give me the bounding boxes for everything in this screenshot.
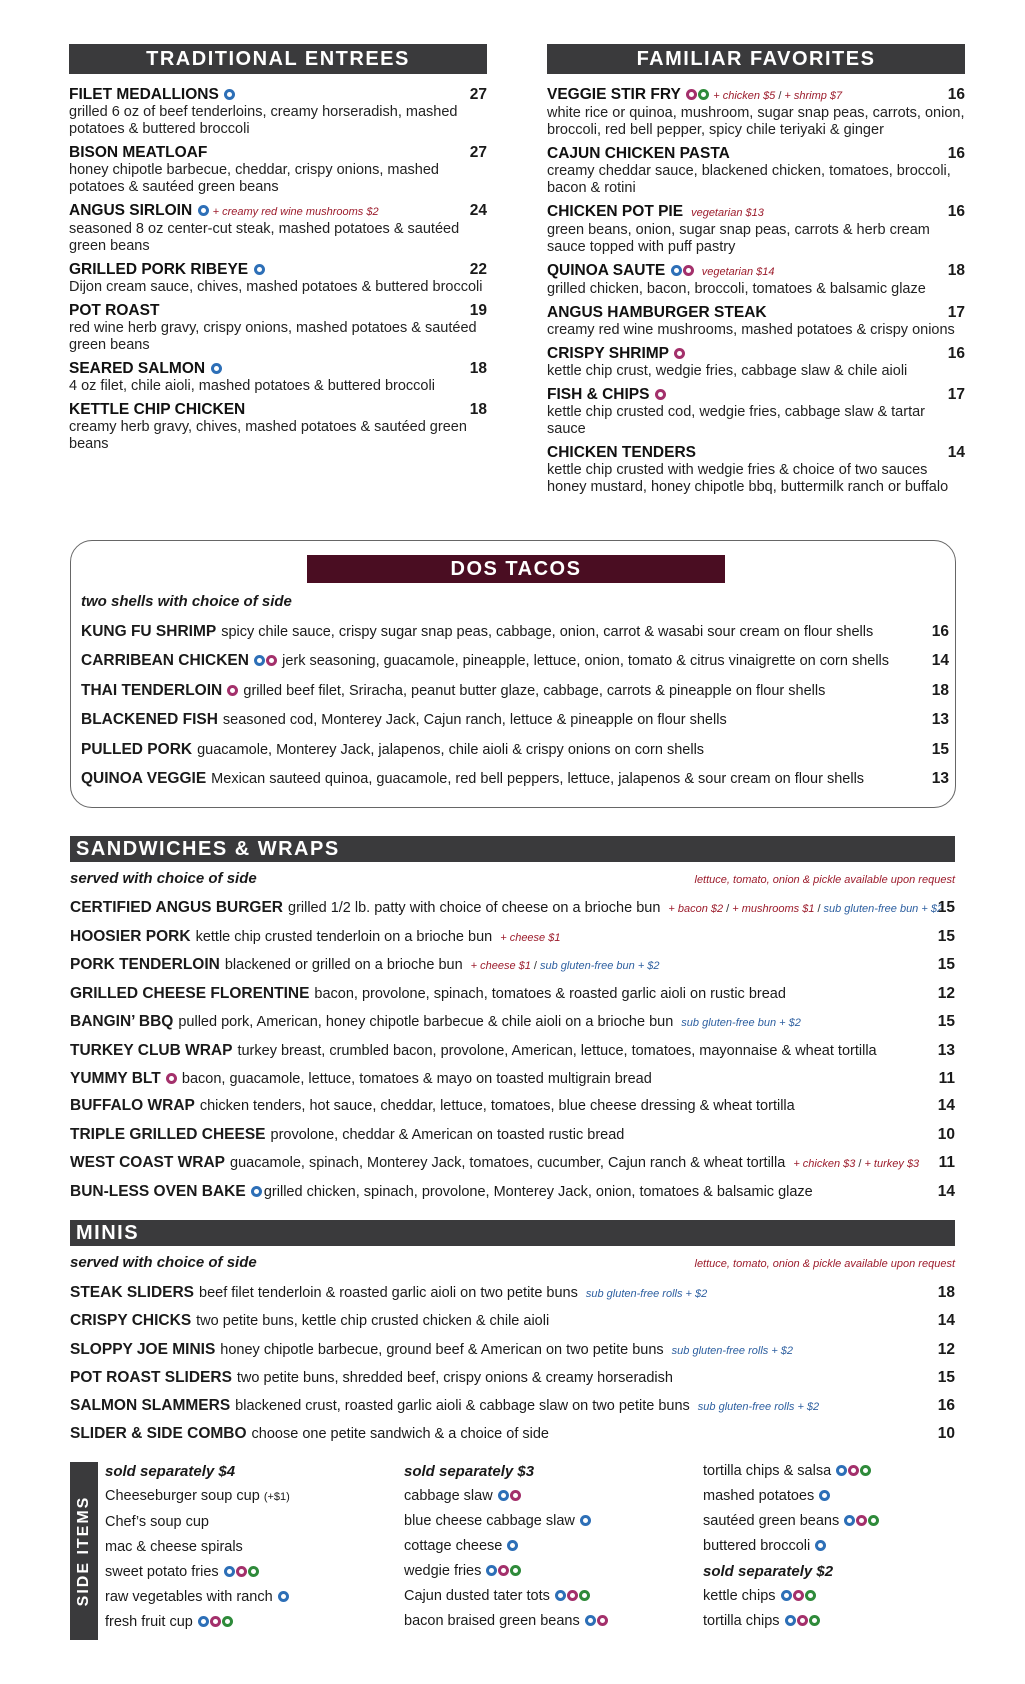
menu-item: ANGUS SIRLOIN + creamy red wine mushrooms $2 24 seasoned 8 oz center-cut steak, mashed potatoes & sautéed green beans bbox=[69, 202, 487, 254]
section-title: FAMILIAR FAVORITES bbox=[636, 47, 876, 70]
menu-item: BUFFALO WRAP chicken tenders, hot sauce, cheddar, lettuce, tomatoes, blue cheese dressing & wheat tortilla 14 bbox=[70, 1097, 955, 1114]
item-price: 14 bbox=[937, 1183, 955, 1200]
item-price: 10 bbox=[937, 1425, 955, 1442]
menu-item: QUINOA VEGGIE Mexican sauteed quinoa, guacamole, red bell peppers, lettuce, jalapenos & sour cream on flour shells 13 bbox=[81, 770, 949, 787]
menu-item: TRIPLE GRILLED CHEESE provolone, cheddar & American on toasted rustic bread 10 bbox=[70, 1126, 955, 1143]
gluten-free-icon bbox=[844, 1515, 855, 1526]
sides-price-heading: sold separately $4 bbox=[105, 1463, 236, 1480]
item-price: 24 bbox=[469, 202, 487, 219]
sides-column-1 bbox=[105, 1459, 290, 1635]
dairy-icon bbox=[567, 1590, 578, 1601]
gluten-free-icon bbox=[224, 89, 235, 100]
item-price: 27 bbox=[469, 86, 487, 103]
side-item: sautéed green beans bbox=[703, 1509, 879, 1534]
dairy-icon bbox=[686, 89, 697, 100]
menu-item: CRISPY SHRIMP 16 kettle chip crust, wedgie fries, cabbage slaw & chile aioli bbox=[547, 345, 965, 379]
side-item: tortilla chips bbox=[703, 1609, 879, 1634]
side-item: blue cheese cabbage slaw bbox=[404, 1509, 608, 1534]
item-price: 10 bbox=[937, 1126, 955, 1143]
side-item: raw vegetables with ranch bbox=[105, 1585, 290, 1610]
menu-item: BISON MEATLOAF 27 honey chipotle barbecue, cheddar, crispy onions, mashed potatoes & sautéed green beans bbox=[69, 144, 487, 195]
gluten-free-icon bbox=[819, 1490, 830, 1501]
sandwiches-subtitle: served with choice of side bbox=[70, 870, 257, 887]
item-price: 17 bbox=[947, 386, 965, 403]
sides-column-3 bbox=[703, 1459, 879, 1634]
item-price: 16 bbox=[931, 623, 949, 640]
dairy-icon bbox=[793, 1590, 804, 1601]
dairy-icon bbox=[227, 685, 238, 696]
side-item: cabbage slaw bbox=[404, 1484, 608, 1509]
dairy-icon bbox=[498, 1565, 509, 1576]
menu-item: CHICKEN POT PIE vegetarian $13 16 green beans, onion, sugar snap peas, carrots & herb cream sauce topped with puff pastry bbox=[547, 203, 965, 255]
vegetarian-icon bbox=[805, 1590, 816, 1601]
request-note: lettuce, tomato, onion & pickle available upon request bbox=[694, 1258, 955, 1270]
item-price: 18 bbox=[931, 682, 949, 699]
menu-item: CHICKEN TENDERS 14 kettle chip crusted with wedgie fries & choice of two sauces honey mustard, honey chipotle bbq, buttermilk ranch or buffalo bbox=[547, 444, 965, 495]
item-price: 14 bbox=[937, 1097, 955, 1114]
addon-text: + creamy red wine mushrooms $2 bbox=[212, 206, 379, 218]
section-title: TRADITIONAL ENTREES bbox=[146, 47, 410, 70]
item-price: 22 bbox=[469, 261, 487, 278]
dairy-icon bbox=[848, 1465, 859, 1476]
menu-item: POT ROAST SLIDERS two petite buns, shredded beef, crispy onions & creamy horseradish 15 bbox=[70, 1369, 955, 1386]
side-item: Chef’s soup cup bbox=[105, 1514, 209, 1530]
dairy-icon bbox=[266, 655, 277, 666]
item-price: 12 bbox=[937, 1341, 955, 1358]
side-item: fresh fruit cup bbox=[105, 1610, 290, 1635]
menu-item: THAI TENDERLOIN grilled beef filet, Sriracha, peanut butter glaze, cabbage, carrots & pineapple on flour shells 18 bbox=[81, 682, 949, 699]
familiar-favorites-header bbox=[547, 44, 965, 74]
item-price: 15 bbox=[931, 741, 949, 758]
side-item: cottage cheese bbox=[404, 1534, 608, 1559]
menu-item: CERTIFIED ANGUS BURGER grilled 1/2 lb. patty with choice of cheese on a brioche bun + bacon $2 / + mushrooms $1 / sub gluten-free bun + $2 15 bbox=[70, 899, 955, 916]
dairy-icon bbox=[166, 1073, 177, 1084]
gluten-free-icon bbox=[224, 1566, 235, 1577]
menu-item: KUNG FU SHRIMP spicy chile sauce, crispy sugar snap peas, cabbage, onion, carrot & wasabi sour cream on flour shells 16 bbox=[81, 623, 949, 640]
menu-item: POT ROAST 19 red wine herb gravy, crispy onions, mashed potatoes & sautéed green beans bbox=[69, 302, 487, 353]
traditional-entrees-header bbox=[69, 44, 487, 74]
tacos-subtitle: two shells with choice of side bbox=[81, 593, 292, 610]
gluten-free-icon bbox=[836, 1465, 847, 1476]
gluten-free-icon bbox=[211, 363, 222, 374]
side-item: buttered broccoli bbox=[703, 1534, 879, 1559]
dairy-icon bbox=[597, 1615, 608, 1626]
item-price: 16 bbox=[937, 1397, 955, 1414]
menu-item: SLOPPY JOE MINIS honey chipotle barbecue, ground beef & American on two petite buns sub gluten-free rolls + $2 12 bbox=[70, 1341, 955, 1358]
menu-item: VEGGIE STIR FRY + chicken $5 / + shrimp $7 16 white rice or quinoa, mushroom, sugar snap peas, carrots, onion, broccoli, red bell pepper, spicy chile teriyaki & ginger bbox=[547, 86, 965, 138]
vegetarian-icon bbox=[248, 1566, 259, 1577]
item-price: 16 bbox=[947, 145, 965, 162]
item-price: 15 bbox=[937, 1013, 955, 1030]
item-price: 14 bbox=[937, 1312, 955, 1329]
dairy-icon bbox=[236, 1566, 247, 1577]
dos-tacos-header bbox=[307, 555, 725, 583]
familiar-favorites-list bbox=[547, 86, 965, 502]
dairy-icon bbox=[655, 389, 666, 400]
menu-item: CARRIBEAN CHICKEN jerk seasoning, guacamole, pineapple, lettuce, onion, tomato & citrus vinaigrette on corn shells 14 bbox=[81, 652, 949, 669]
section-title: MINIS bbox=[76, 1221, 140, 1244]
side-item: tortilla chips & salsa bbox=[703, 1459, 879, 1484]
vegetarian-icon bbox=[809, 1615, 820, 1626]
menu-item: HOOSIER PORK kettle chip crusted tenderloin on a brioche bun + cheese $1 15 bbox=[70, 928, 955, 945]
minis-subtitle: served with choice of side bbox=[70, 1254, 257, 1271]
side-item: bacon braised green beans bbox=[404, 1609, 608, 1634]
gluten-free-icon bbox=[580, 1515, 591, 1526]
gluten-free-icon bbox=[278, 1591, 289, 1602]
dairy-icon bbox=[856, 1515, 867, 1526]
tacos-list bbox=[81, 622, 949, 792]
side-item: mashed potatoes bbox=[703, 1484, 879, 1509]
item-price: 11 bbox=[938, 1070, 955, 1087]
side-item: Cajun dusted tater tots bbox=[404, 1584, 608, 1609]
gluten-free-icon bbox=[251, 1186, 262, 1197]
item-price: 15 bbox=[937, 1369, 955, 1386]
item-price: 27 bbox=[469, 144, 487, 161]
menu-item: CRISPY CHICKS two petite buns, kettle chip crusted chicken & chile aioli 14 bbox=[70, 1312, 955, 1329]
gluten-free-icon bbox=[198, 205, 209, 216]
item-price: 14 bbox=[931, 652, 949, 669]
menu-item: QUINOA SAUTE vegetarian $14 18 grilled chicken, bacon, broccoli, tomatoes & balsamic glaze bbox=[547, 262, 965, 297]
gluten-free-icon bbox=[498, 1490, 509, 1501]
minis-header bbox=[70, 1220, 955, 1246]
item-price: 12 bbox=[937, 985, 955, 1002]
vegetarian-icon bbox=[579, 1590, 590, 1601]
item-price: 18 bbox=[469, 360, 487, 377]
section-title: DOS TACOS bbox=[450, 557, 582, 580]
sandwiches-list bbox=[70, 898, 955, 1198]
sides-column-2 bbox=[404, 1459, 608, 1634]
item-price: 15 bbox=[937, 956, 955, 973]
gluten-free-icon bbox=[781, 1590, 792, 1601]
menu-item: WEST COAST WRAP guacamole, spinach, Monterey Jack, tomatoes, cucumber, Cajun ranch & wheat tortilla + chicken $3 / + turkey $3 11 bbox=[70, 1154, 955, 1171]
side-items-label: SIDE ITEMS bbox=[70, 1462, 98, 1640]
vegetarian-icon bbox=[868, 1515, 879, 1526]
item-price: 15 bbox=[937, 928, 955, 945]
dairy-icon bbox=[510, 1490, 521, 1501]
item-price: 15 bbox=[937, 899, 955, 916]
menu-item: YUMMY BLT bacon, guacamole, lettuce, tomatoes & mayo on toasted multigrain bread 11 bbox=[70, 1070, 955, 1087]
side-item: sweet potato fries bbox=[105, 1560, 290, 1585]
menu-item: ANGUS HAMBURGER STEAK 17 creamy red wine mushrooms, mashed potatoes & crispy onions bbox=[547, 304, 965, 338]
item-price: 16 bbox=[947, 203, 965, 220]
sides-price-heading: sold separately $3 bbox=[404, 1463, 535, 1480]
request-note: lettuce, tomato, onion & pickle available upon request bbox=[694, 874, 955, 886]
gluten-free-icon bbox=[585, 1615, 596, 1626]
gluten-free-icon bbox=[815, 1540, 826, 1551]
menu-item: BLACKENED FISH seasoned cod, Monterey Jack, Cajun ranch, lettuce & pineapple on flour shells 13 bbox=[81, 711, 949, 728]
dairy-icon bbox=[797, 1615, 808, 1626]
gluten-free-icon bbox=[507, 1540, 518, 1551]
vegetarian-icon bbox=[222, 1616, 233, 1627]
gluten-free-icon bbox=[198, 1616, 209, 1627]
side-item: mac & cheese spirals bbox=[105, 1539, 243, 1555]
item-price: 13 bbox=[937, 1042, 955, 1059]
gluten-free-icon bbox=[555, 1590, 566, 1601]
dairy-icon bbox=[674, 348, 685, 359]
minis-list bbox=[70, 1283, 955, 1443]
gluten-free-icon bbox=[486, 1565, 497, 1576]
gluten-free-icon bbox=[785, 1615, 796, 1626]
item-price: 13 bbox=[931, 770, 949, 787]
menu-item: BUN-LESS OVEN BAKE grilled chicken, spinach, provolone, Monterey Jack, onion, tomatoes & balsamic glaze 14 bbox=[70, 1183, 955, 1200]
gluten-free-icon bbox=[671, 265, 682, 276]
menu-item: CAJUN CHICKEN PASTA 16 creamy cheddar sauce, blackened chicken, tomatoes, broccoli, bacon & rotini bbox=[547, 145, 965, 196]
side-item: Cheeseburger soup cup (+$1) bbox=[105, 1488, 290, 1504]
menu-item: SEARED SALMON 18 4 oz filet, chile aioli, mashed potatoes & buttered broccoli bbox=[69, 360, 487, 394]
item-price: 13 bbox=[931, 711, 949, 728]
vegetarian-icon bbox=[698, 89, 709, 100]
item-price: 18 bbox=[937, 1284, 955, 1301]
side-item: wedgie fries bbox=[404, 1559, 608, 1584]
menu-item: KETTLE CHIP CHICKEN 18 creamy herb gravy, chives, mashed potatoes & sautéed green beans bbox=[69, 401, 487, 452]
dairy-icon bbox=[683, 265, 694, 276]
menu-item: TURKEY CLUB WRAP turkey breast, crumbled bacon, provolone, American, lettuce, tomatoes, mayonnaise & wheat tortilla 13 bbox=[70, 1042, 955, 1059]
menu-item: PULLED PORK guacamole, Monterey Jack, jalapenos, chile aioli & crispy onions on corn shells 15 bbox=[81, 741, 949, 758]
menu-item: SLIDER & SIDE COMBO choose one petite sandwich & a choice of side 10 bbox=[70, 1425, 955, 1442]
sandwiches-header bbox=[70, 836, 955, 862]
menu-item: GRILLED PORK RIBEYE 22 Dijon cream sauce, chives, mashed potatoes & buttered broccoli bbox=[69, 261, 487, 295]
item-price: 18 bbox=[469, 401, 487, 418]
menu-item: PORK TENDERLOIN blackened or grilled on a brioche bun + cheese $1 / sub gluten-free bun + $2 15 bbox=[70, 956, 955, 973]
vegetarian-icon bbox=[510, 1565, 521, 1576]
item-price: 16 bbox=[947, 345, 965, 362]
item-price: 14 bbox=[947, 444, 965, 461]
menu-item: FISH & CHIPS 17 kettle chip crusted cod, wedgie fries, cabbage slaw & tartar sauce bbox=[547, 386, 965, 437]
traditional-entrees-list bbox=[69, 86, 487, 459]
item-price: 17 bbox=[947, 304, 965, 321]
item-price: 19 bbox=[469, 302, 487, 319]
section-title: SANDWICHES & WRAPS bbox=[76, 837, 340, 860]
gluten-free-icon bbox=[254, 655, 265, 666]
menu-item: BANGIN’ BBQ pulled pork, American, honey chipotle barbecue & chile aioli on a brioche bun sub gluten-free bun + $2 15 bbox=[70, 1013, 955, 1030]
dairy-icon bbox=[210, 1616, 221, 1627]
item-price: 11 bbox=[938, 1154, 955, 1171]
menu-item: STEAK SLIDERS beef filet tenderloin & roasted garlic aioli on two petite buns sub gluten-free rolls + $2 18 bbox=[70, 1284, 955, 1301]
gluten-free-icon bbox=[254, 264, 265, 275]
vegetarian-icon bbox=[860, 1465, 871, 1476]
menu-item: FILET MEDALLIONS 27 grilled 6 oz of beef tenderloins, creamy horseradish, mashed potatoes & buttered broccoli bbox=[69, 86, 487, 137]
sides-price-heading: sold separately $2 bbox=[703, 1563, 834, 1580]
item-price: 18 bbox=[947, 262, 965, 279]
menu-item: SALMON SLAMMERS blackened crust, roasted garlic aioli & cabbage slaw on two petite buns sub gluten-free rolls + $2 16 bbox=[70, 1397, 955, 1414]
side-item: kettle chips bbox=[703, 1584, 879, 1609]
item-price: 16 bbox=[947, 86, 965, 103]
menu-item: GRILLED CHEESE FLORENTINE bacon, provolone, spinach, tomatoes & roasted garlic aioli on rustic bread 12 bbox=[70, 985, 955, 1002]
